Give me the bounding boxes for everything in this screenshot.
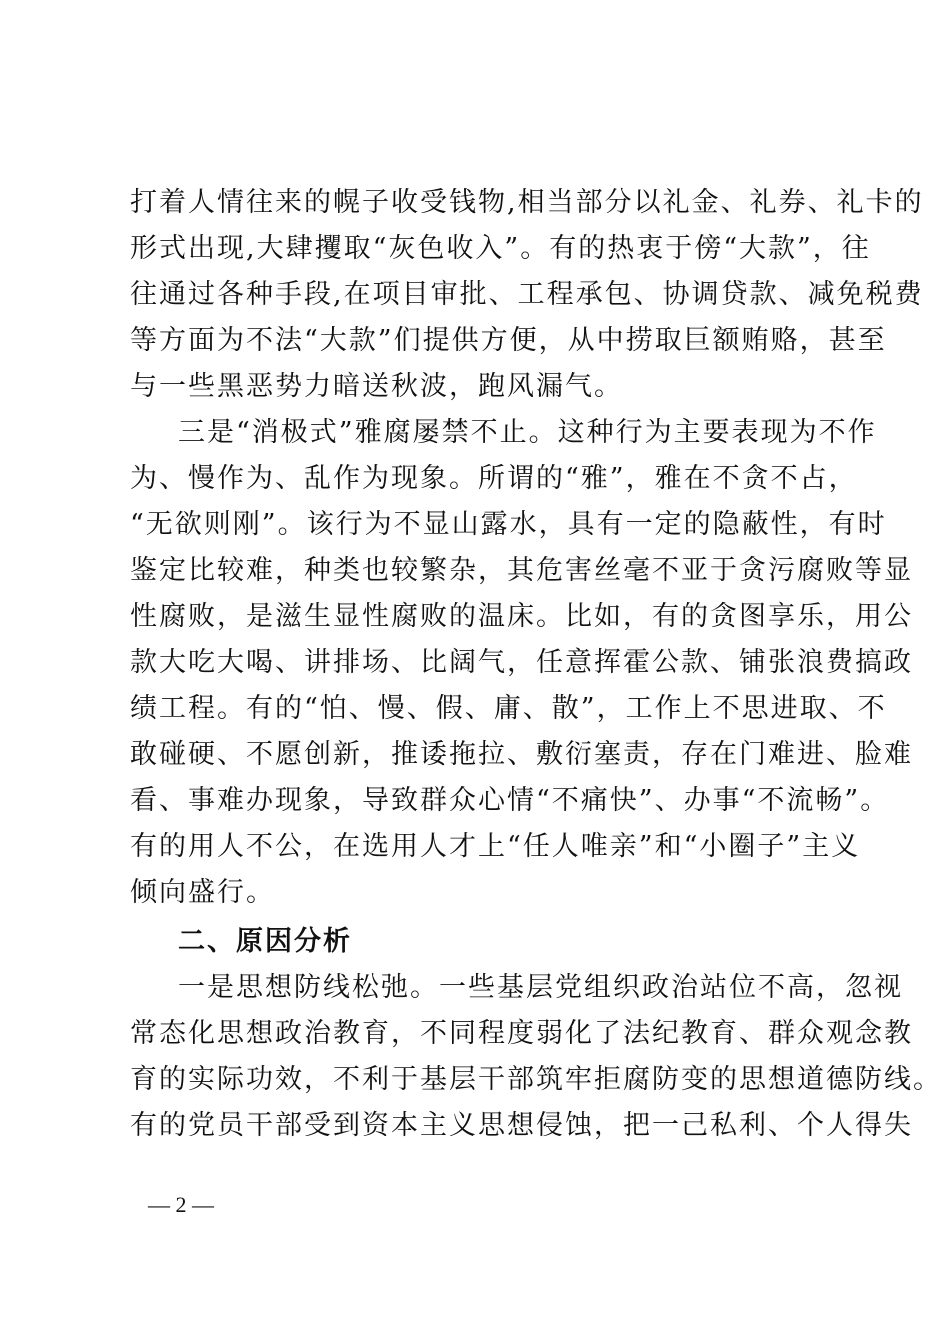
- paragraph-line: “无欲则刚”。该行为不显山露水，具有一定的隐蔽性，有时: [130, 509, 887, 540]
- paragraph-line: 一是思想防线松弛。一些基层党组织政治站位不高，忽视: [178, 972, 903, 1003]
- page-number: — 2 —: [148, 1192, 214, 1217]
- paragraph-line: 往通过各种手段,在项目审批、工程承包、协调贷款、减免税费: [130, 279, 924, 310]
- paragraph-line: 打着人情往来的幌子收受钱物,相当部分以礼金、礼券、礼卡的: [130, 187, 924, 218]
- paragraph-line: 等方面为不法“大款”们提供方便，从中捞取巨额贿赂，甚至: [130, 325, 887, 356]
- paragraph-line: 与一些黑恶势力暗送秋波，跑风漏气。: [130, 371, 623, 402]
- paragraph-line: 倾向盛行。: [130, 877, 275, 908]
- section-heading: 二、原因分析: [178, 926, 352, 957]
- paragraph-line: 三是“消极式”雅腐屡禁不止。这种行为主要表现为不作: [178, 417, 877, 448]
- paragraph-line: 性腐败，是滋生显性腐败的温床。比如，有的贪图享乐，用公: [130, 601, 913, 632]
- paragraph-line: 看、事难办现象，导致群众心情“不痛快”、办事“不流畅”。: [130, 785, 890, 816]
- paragraph-line: 育的实际功效，不利于基层干部筑牢拒腐防变的思想道德防线。: [130, 1064, 942, 1095]
- paragraph-line: 款大吃大喝、讲排场、比阔气，任意挥霍公款、铺张浪费搞政: [130, 647, 913, 678]
- paragraph-line: 形式出现,大肆攫取“灰色收入”。有的热衷于傍“大款”，往: [130, 233, 871, 264]
- paragraph-line: 有的用人不公，在选用人才上“任人唯亲”和“小圈子”主义: [130, 831, 861, 862]
- paragraph-line: 绩工程。有的“怕、慢、假、庸、散”，工作上不思进取、不: [130, 693, 887, 724]
- paragraph-line: 敢碰硬、不愿创新，推诿拖拉、敷衍塞责，存在门难进、脸难: [130, 739, 913, 770]
- paragraph-line: 鉴定比较难，种类也较繁杂，其危害丝毫不亚于贪污腐败等显: [130, 555, 913, 586]
- paragraph-line: 有的党员干部受到资本主义思想侵蚀，把一己私利、个人得失: [130, 1110, 913, 1141]
- paragraph-line: 常态化思想政治教育，不同程度弱化了法纪教育、群众观念教: [130, 1018, 913, 1049]
- paragraph-line: 为、慢作为、乱作为现象。所谓的“雅”，雅在不贪不占，: [130, 463, 858, 494]
